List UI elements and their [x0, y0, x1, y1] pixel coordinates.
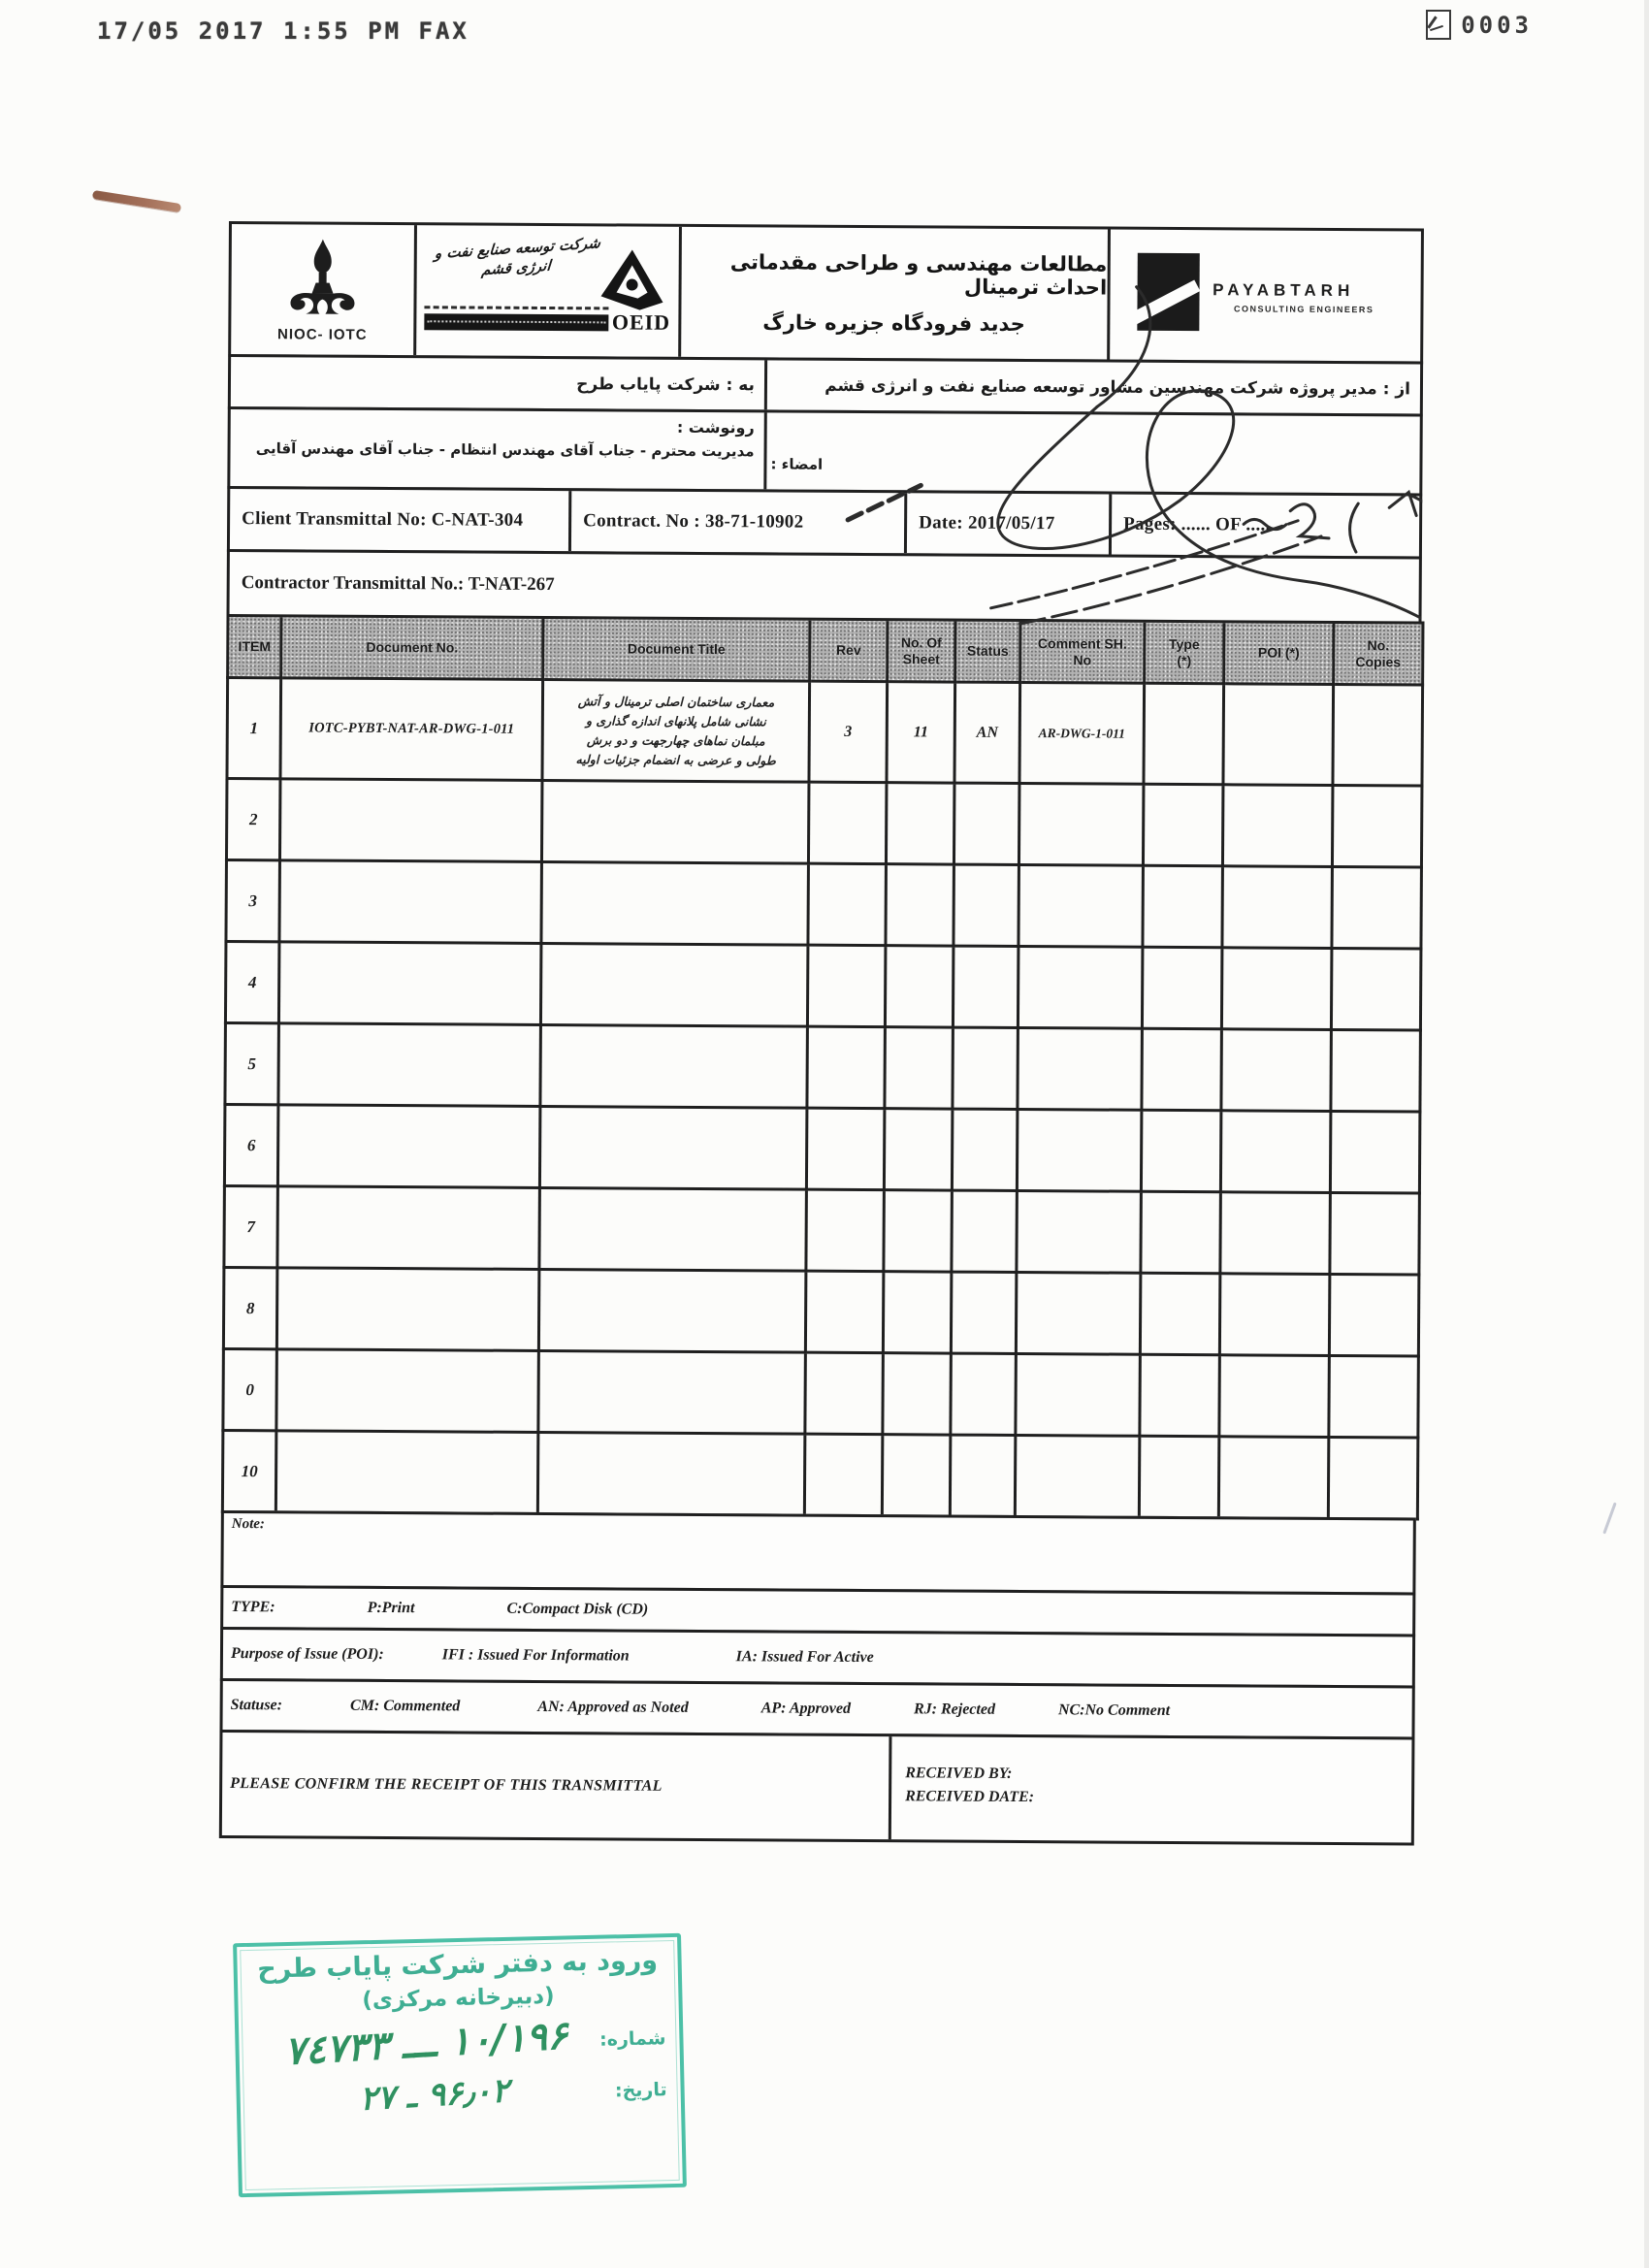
status-value: AN [954, 682, 1020, 783]
item-no: 1 [227, 678, 281, 779]
contractor-transmittal-no: Contractor Transmittal No.: T-NAT-267 [227, 549, 1422, 625]
fax-page-number: 0003 [1461, 11, 1533, 39]
table-row [222, 1430, 1417, 1519]
table-row [223, 1267, 1418, 1356]
table-row [227, 678, 1423, 787]
signature-label: امضاء : [770, 455, 824, 473]
sheets-value: 11 [887, 682, 955, 783]
item-no: 6 [224, 1104, 278, 1185]
item-no: 5 [225, 1022, 279, 1104]
rev-value: 3 [809, 681, 888, 782]
status-rj: RJ: Rejected [913, 1701, 996, 1718]
stamp-title: ورود به دفتر شرکت پایاب طرح [256, 1945, 659, 1985]
oeid-wordmark: OEID [611, 309, 671, 335]
cc-signature-row [227, 406, 1422, 497]
poi-label: Purpose of Issue (POI): [230, 1645, 384, 1664]
payabtarh-logo-cell [1110, 230, 1421, 362]
cc-label: رونوشت : [676, 417, 755, 437]
status-cm: CM: Commented [349, 1697, 461, 1715]
item-no: 0 [223, 1348, 277, 1430]
stamp-date-handwritten: ۹۶٫۰۲ ـ ۲۷ [358, 2071, 511, 2120]
item-no: 7 [224, 1185, 278, 1267]
oeid-triangle-icon [598, 247, 664, 311]
form-header-row [228, 221, 1424, 365]
copies-value [1333, 684, 1423, 786]
nioc-flame-logo-icon [286, 237, 359, 320]
document-title-line1: معماری ساختمان اصلی ترمینال و آتش [577, 693, 775, 709]
status-ap: AP: Approved [760, 1700, 852, 1717]
status-nc: NC:No Comment [1057, 1701, 1171, 1719]
stamp-date-label: تاریخ: [614, 2079, 667, 2102]
table-row [225, 941, 1420, 1030]
item-no: 8 [223, 1267, 277, 1348]
from-text: از : مدیر پروژه شرکت مهندسین مشاور توسعه صنایع نفت و انرژی قشم [824, 375, 1411, 399]
item-no: 3 [226, 859, 280, 941]
payabtarh-subtitle: CONSULTING ENGINEERS [1234, 304, 1374, 315]
project-title-cell [681, 227, 1111, 360]
stamp-number-label: شماره: [598, 2027, 666, 2051]
transmittal-date: Date: 2017/05/17 [907, 493, 1112, 554]
payabtarh-name: PAYABTARH [1212, 280, 1355, 301]
entry-stamp [233, 1933, 687, 2197]
table-row [223, 1348, 1418, 1438]
poi-value [1223, 684, 1334, 786]
project-title-line1: مطالعات مهندسی و طراحی مقدماتی احداث ترمینال [729, 250, 1108, 300]
table-row [224, 1185, 1419, 1275]
fax-page-counter [1426, 10, 1533, 40]
fax-document-icon [1426, 10, 1451, 40]
type-cd: C:Compact Disk (CD) [506, 1600, 649, 1618]
table-header-row [228, 616, 1423, 686]
contract-no: Contract. No : 38-71-10902 [571, 491, 907, 553]
confirm-receipt-text: PLEASE CONFIRM THE RECEIPT OF THIS TRANSMITTAL [222, 1733, 892, 1839]
payabtarh-logo-icon [1137, 253, 1199, 331]
document-title-line3: مبلمان نماهای چهارجهت و دو برش [586, 731, 765, 748]
table-row [226, 778, 1421, 867]
document-title [542, 679, 810, 782]
received-by-label: RECEIVED BY: [905, 1765, 1013, 1782]
type-label: TYPE: [231, 1599, 275, 1616]
pen-scribble-mark [92, 190, 181, 212]
cc-names: مدیریت محترم - جناب آقای مهندس انتظام - جناب آقای مهندس آقایی [255, 439, 755, 461]
oeid-divider-line [425, 306, 609, 309]
to-cell [231, 357, 767, 409]
type-print: P:Print [367, 1599, 415, 1617]
comment-sh-no-value: AR-DWG-1-011 [1019, 682, 1145, 784]
document-title-line4: طولی و عرضی به انضمام جزئیات اولیه [575, 751, 776, 767]
stamp-number-handwritten: ۱۰/۱۹۶ ـــ ۷٤۷۳۳ [283, 2013, 569, 2075]
pages-field: Pages: ...... OF ...... [1123, 513, 1276, 535]
status-an: AN: Approved as Noted [537, 1698, 689, 1716]
oeid-calligraphy: شرکت توسعه صنایع نفت و انرژی قشم [434, 234, 601, 278]
stamp-subtitle: (دبیرخانه مرکزی) [362, 1983, 555, 2014]
note-box [220, 1510, 1415, 1596]
received-cell [891, 1736, 1412, 1842]
to-text: به : شرکت پایاب طرح [576, 373, 756, 395]
table-row [224, 1104, 1419, 1193]
signature-cell [766, 412, 1419, 493]
oeid-black-banner [424, 313, 608, 331]
col-item: ITEM [228, 616, 281, 678]
nioc-logo-cell [231, 224, 417, 355]
from-cell [767, 360, 1420, 413]
item-no: 10 [222, 1430, 276, 1511]
poi-ia: IA: Issued For Active [735, 1648, 874, 1667]
col-no-of-sheet: No. Of Sheet [888, 620, 955, 682]
item-no: 2 [226, 778, 280, 859]
col-document-title: Document Title [543, 617, 810, 681]
poi-ifi: IFI : Issued For Information [441, 1646, 630, 1665]
document-title-line2: نشانی شامل پلانهای اندازه گذاری و [585, 712, 766, 729]
col-status: Status [955, 620, 1020, 682]
status-label: Statuse: [230, 1697, 283, 1714]
documents-table [221, 614, 1425, 1521]
oeid-logo-cell [416, 225, 681, 357]
note-label: Note: [231, 1516, 266, 1533]
item-no: 4 [225, 941, 279, 1022]
col-document-no: Document No. [281, 616, 543, 680]
confirm-receipt-row [219, 1730, 1415, 1846]
stray-scan-mark [1602, 1503, 1616, 1535]
fax-timestamp: 17/05 2017 1:55 PM FAX [97, 17, 469, 45]
col-type: Type (*) [1145, 621, 1224, 683]
client-transmittal-no: Client Transmittal No: C-NAT-304 [230, 489, 571, 551]
nioc-label: NIOC- IOTC [277, 325, 368, 343]
col-poi: POI (*) [1224, 622, 1334, 685]
scanner-edge-shadow [1644, 0, 1649, 2268]
document-no: IOTC-PYBT-NAT-AR-DWG-1-011 [280, 678, 543, 781]
type-value [1144, 683, 1224, 784]
transmittal-form [219, 221, 1424, 1845]
col-comment-sh-no: Comment SH. No [1020, 620, 1145, 683]
cc-cell [230, 409, 766, 489]
col-rev: Rev [810, 619, 888, 681]
col-no-copies: No. Copies [1334, 622, 1423, 685]
table-row [226, 859, 1421, 949]
transmittal-info-row [227, 486, 1422, 560]
table-row [225, 1022, 1420, 1112]
project-title-line2: جدید فرودگاه جزیره خارگ [762, 310, 1025, 337]
received-date-label: RECEIVED DATE: [905, 1788, 1035, 1806]
